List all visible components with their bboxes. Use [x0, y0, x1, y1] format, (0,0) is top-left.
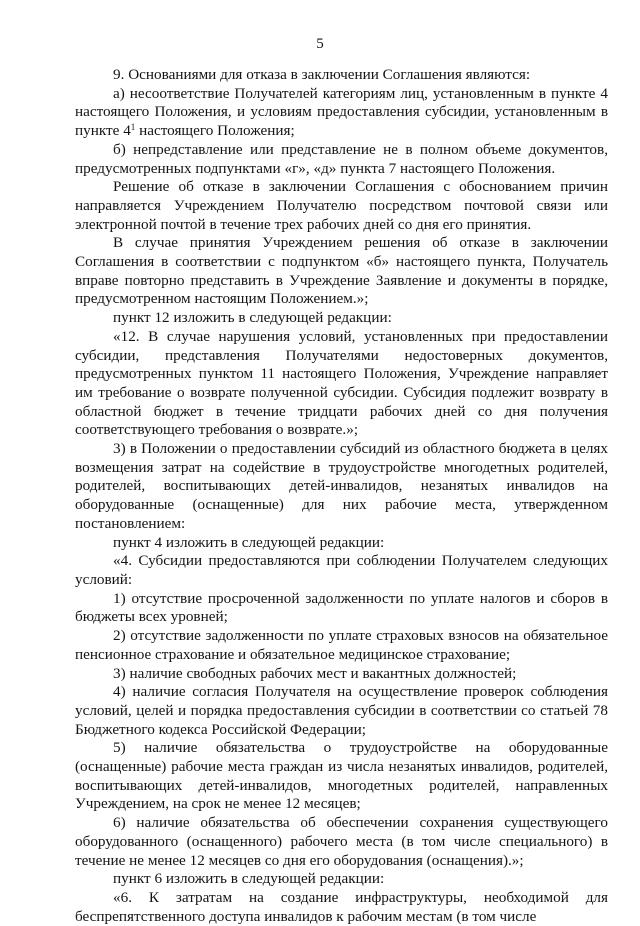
document-body — [75, 66, 608, 926]
paragraph: б) непредставление или представление не в полном объеме документов, предусмотренных подпунктами «г», «д» пункта 7 настоящего Положения. — [75, 140, 608, 177]
paragraph: пункт 4 изложить в следующей редакции: — [113, 533, 385, 551]
paragraph: 3) наличие свободных рабочих мест и вакантных должностей; — [113, 664, 517, 682]
paragraph: пункт 6 изложить в следующей редакции: — [113, 870, 385, 888]
paragraph-text: а) несоответствие Получателей категориям лиц, установленным в пункте 4 настоящего Положения, и условиям предоставления субсидии, установленным в пункте 4 — [75, 84, 608, 140]
paragraph: 3) в Положении о предоставлении субсидий из областного бюджета в целях возмещения затрат на содействие в трудоустройстве многодетных родителей, родителей, воспитывающих детей-инвалидов, незанятых инвалидов на оборудованные (оснащенные) для них рабочие места, утвержденном постановлением: — [75, 440, 608, 532]
paragraph: 2) отсутствие задолженности по уплате страховых взносов на обязательное пенсионное страхование и обязательное медицинское страхование; — [75, 627, 608, 663]
paragraph: «4. Субсидии предоставляются при соблюдении Получателем следующих условий: — [75, 552, 608, 588]
paragraph: 9. Основаниями для отказа в заключении Соглашения являются: — [113, 66, 531, 83]
page-number: 5 — [316, 36, 324, 52]
paragraph: «6. К затратам на создание инфраструктуры, необходимой для беспрепятственного доступа инвалидов к рабочим местам (в том числе — [75, 888, 608, 925]
paragraph: 6) наличие обязательства об обеспечении сохранения существующего оборудованного (оснащенного) рабочего места (в том числе специального) в течение не менее 12 месяцев со дня его оборудования (оснащения).»; — [75, 814, 608, 869]
paragraph-tail: настоящего Положения; — [135, 122, 295, 140]
superscript: 1 — [130, 122, 136, 133]
paragraph: «12. В случае нарушения условий, установленных при предоставлении субсидии, представления Получателями недостоверных документов, предусмотренных пунктом 11 настоящего Положения, Учреждение направляет им требование о возврате полученной субсидии. Субсидия подлежит возврату в областной бюджет в течение тридцати рабочих дней со дня получения соответствующего требования о возврате.»; — [75, 327, 608, 439]
paragraph: 4) наличие согласия Получателя на осуществление проверок соблюдения условий, целей и порядка предоставления субсидии в соответствии со статьей 78 Бюджетного кодекса Российской Федерации; — [75, 683, 608, 738]
paragraph: Решение об отказе в заключении Соглашения с обоснованием причин направляется Учреждением Получателю посредством почтовой связи или электронной почтой в течение трех рабочих дней со дня его принятия. — [75, 178, 608, 233]
paragraph: 5) наличие обязательства о трудоустройстве на оборудованные (оснащенные) рабочие места граждан из числа незанятых инвалидов, родителей, воспитывающих детей-инвалидов, многодетных родителей, направленных Учреждением, на срок не менее 12 месяцев; — [75, 739, 608, 813]
paragraph: пункт 12 изложить в следующей редакции: — [113, 309, 392, 327]
paragraph: 1) отсутствие просроченной задолженности по уплате налогов и сборов в бюджеты всех уровней; — [75, 589, 608, 626]
paragraph: В случае принятия Учреждением решения об отказе в заключении Соглашения в соответствии с подпунктом «б» настоящего пункта, Получатель вправе повторно представить в Учреждение Заявление и документы в порядке, предусмотренном настоящим Положением.»; — [75, 234, 608, 308]
paragraph — [75, 85, 608, 141]
